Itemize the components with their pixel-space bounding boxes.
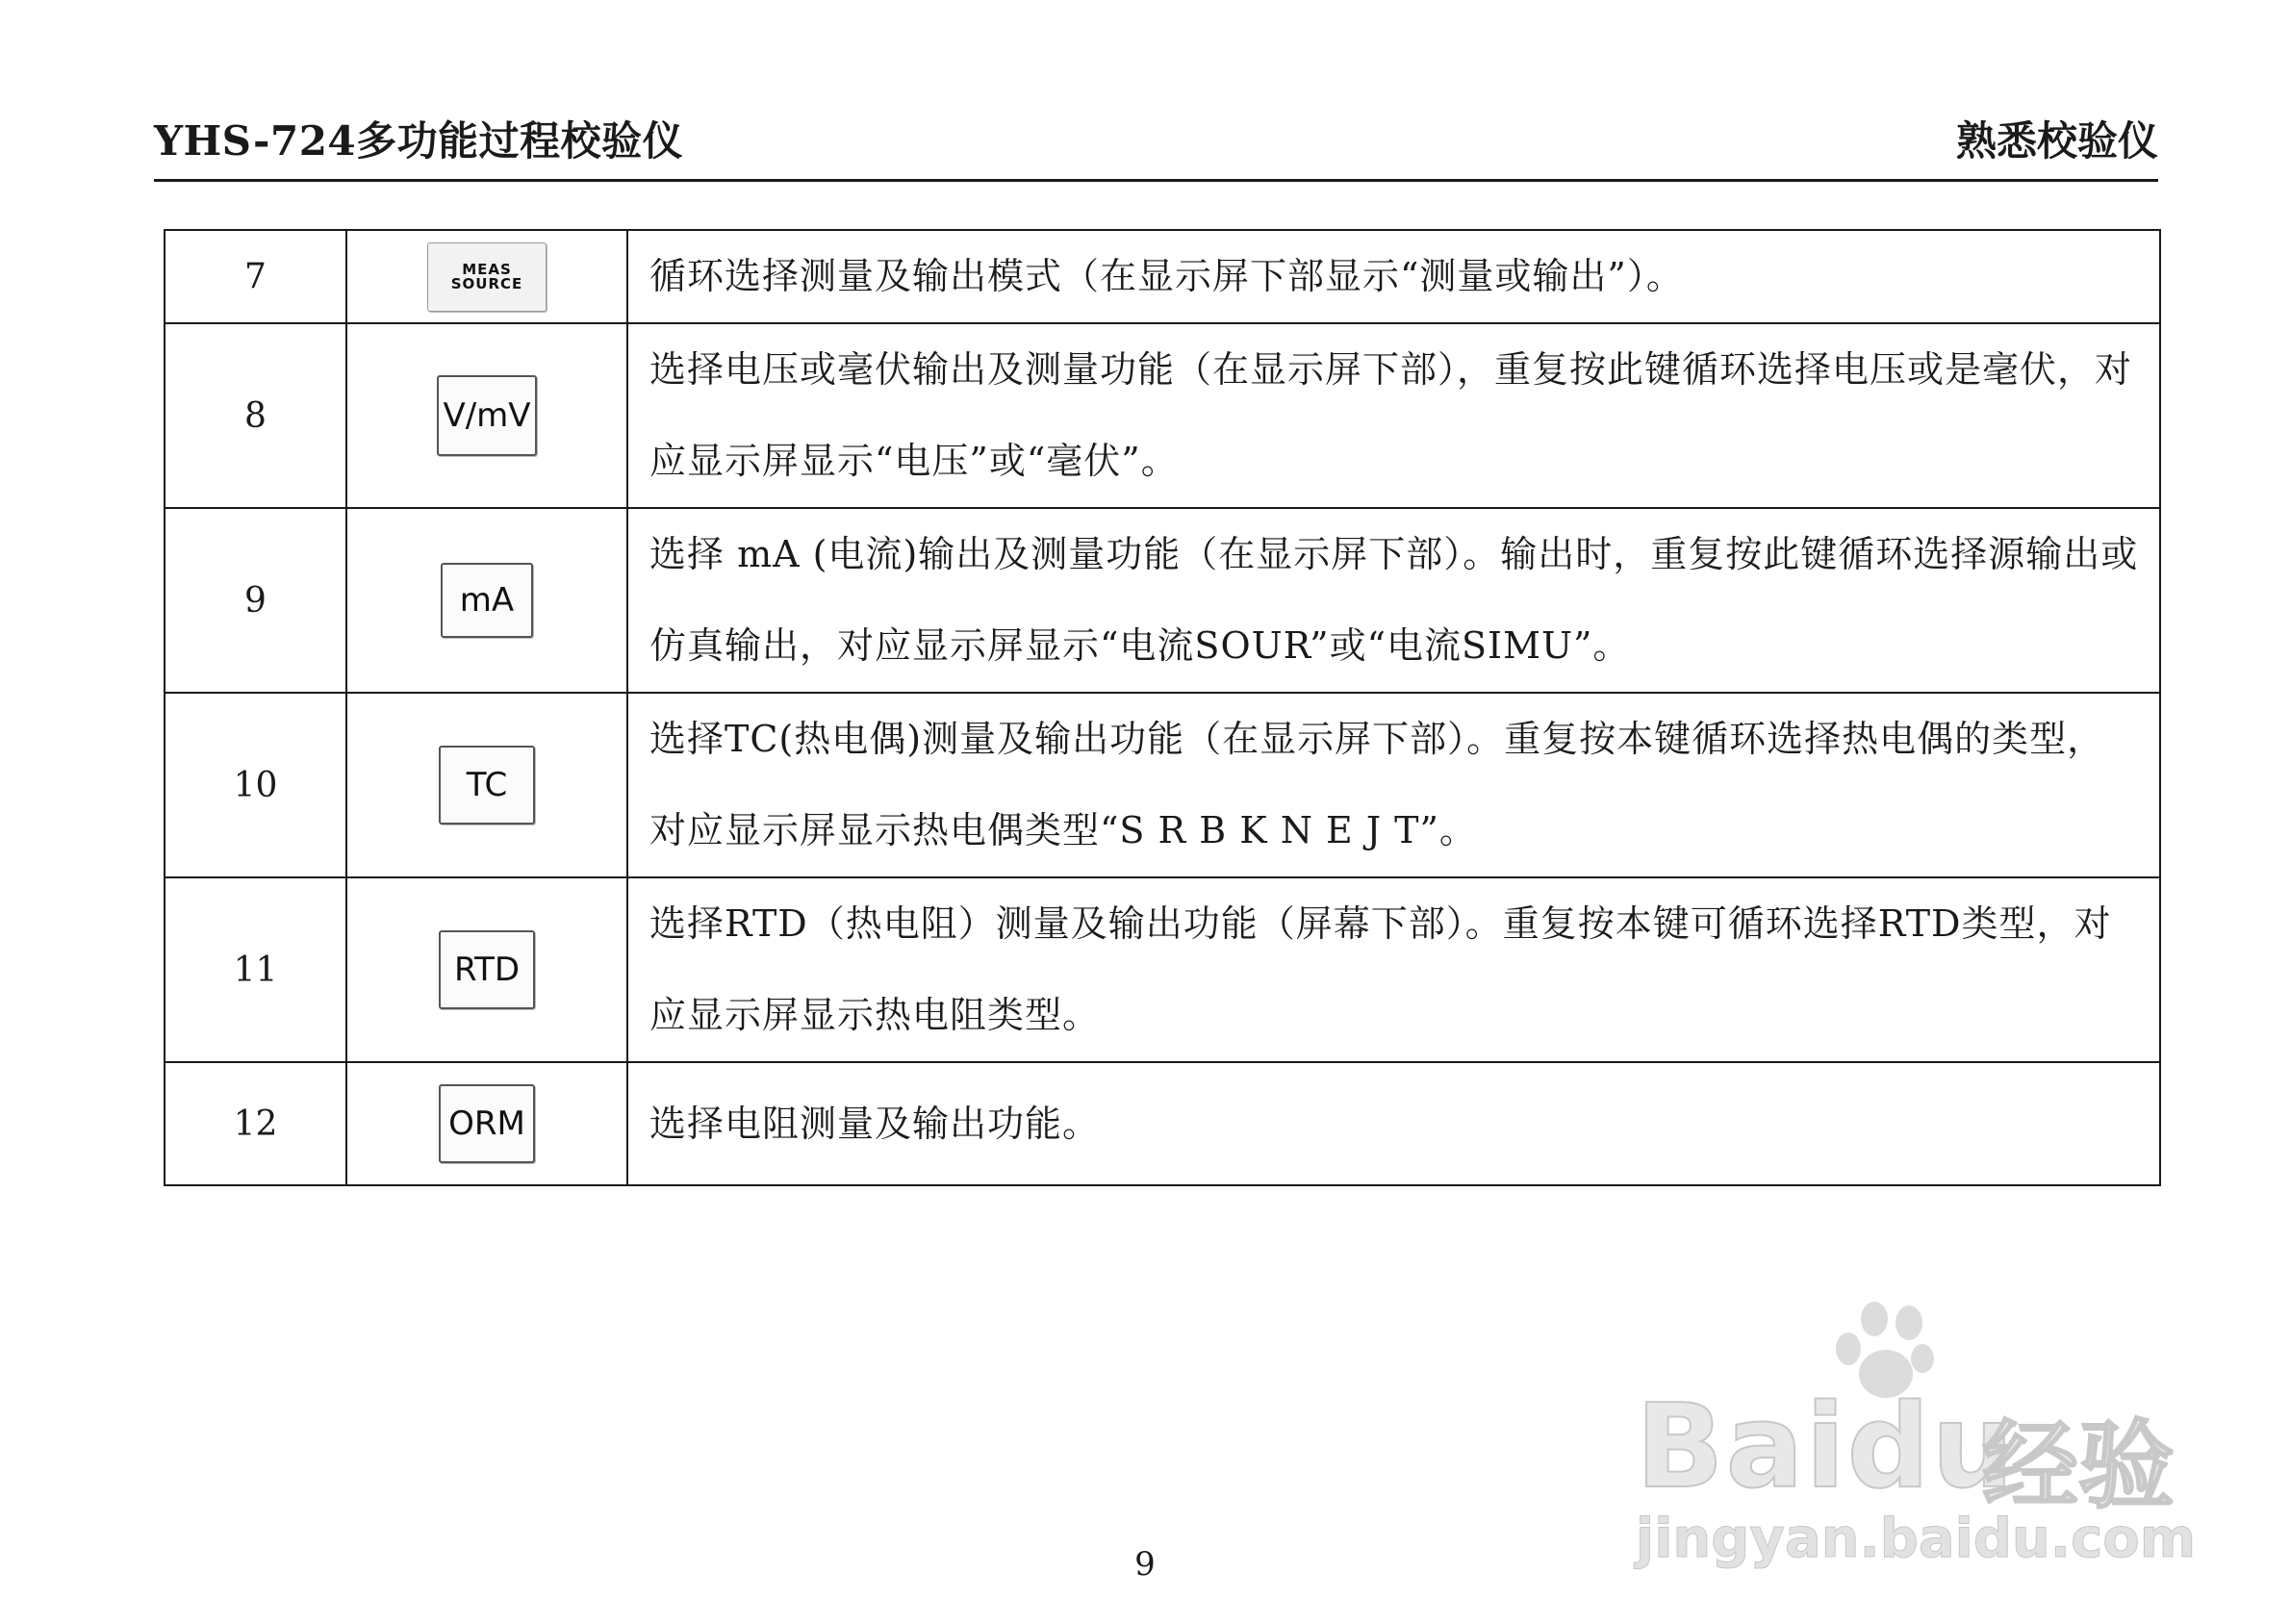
row-description: 选择TC(热电偶)测量及输出功能（在显示屏下部）。重复按本键循环选择热电偶的类型，对应显示屏显示热电偶类型“S R B K N E J T”。 [627,693,2160,877]
header-divider [154,179,2158,182]
document-title: YHS-724多功能过程校验仪 [154,117,684,165]
meas-source-key-icon [427,242,547,312]
row-number: 8 [165,323,346,508]
row-number: 10 [165,693,346,877]
row-number: 7 [165,230,346,323]
row-number: 11 [165,877,346,1062]
table-row [165,693,2160,877]
row-description: 循环选择测量及输出模式（在显示屏下部显示“测量或输出”）。 [627,230,2160,323]
page-number: 9 [1134,1545,1156,1584]
table-row [165,877,2160,1062]
watermark-brand-2: du [1846,1381,2016,1514]
row-description: 选择 mA (电流)输出及测量功能（在显示屏下部）。输出时，重复按此键循环选择源输出或仿真输出，对应显示屏显示“电流SOUR”或“电流SIMU”。 [627,508,2160,693]
table-row [165,230,2160,323]
row-description: 选择电压或毫伏输出及测量功能（在显示屏下部），重复按此键循环选择电压或是毫伏，对应显示屏显示“电压”或“毫伏”。 [627,323,2160,508]
section-title: 熟悉校验仪 [1955,117,2158,165]
baidu-jingyan-watermark [1636,1294,2197,1570]
table-row [165,508,2160,693]
key-function-table [164,229,2161,1186]
page-header [154,96,2158,183]
ma-key-icon: mA [441,563,533,638]
table-row [165,1062,2160,1185]
watermark-brand: Bai [1636,1381,1847,1514]
orm-key-icon: ORM [439,1084,535,1163]
v-mv-key-icon: V/mV [437,375,537,456]
watermark-brand-cn: 经验 [1982,1409,2175,1522]
key-label-line1: MEAS [462,260,512,278]
watermark-url: jingyan.baidu.com [1636,1508,2197,1570]
table-row [165,323,2160,508]
row-description: 选择RTD（热电阻）测量及输出功能（屏幕下部）。重复按本键可循环选择RTD类型，对应显示屏显示热电阻类型。 [627,877,2160,1062]
row-description: 选择电阻测量及输出功能。 [627,1062,2160,1185]
tc-key-icon: TC [439,746,535,825]
rtd-key-icon: RTD [439,930,535,1009]
key-label-line2: SOURCE [450,274,523,292]
row-number: 12 [165,1062,346,1185]
row-number: 9 [165,508,346,693]
